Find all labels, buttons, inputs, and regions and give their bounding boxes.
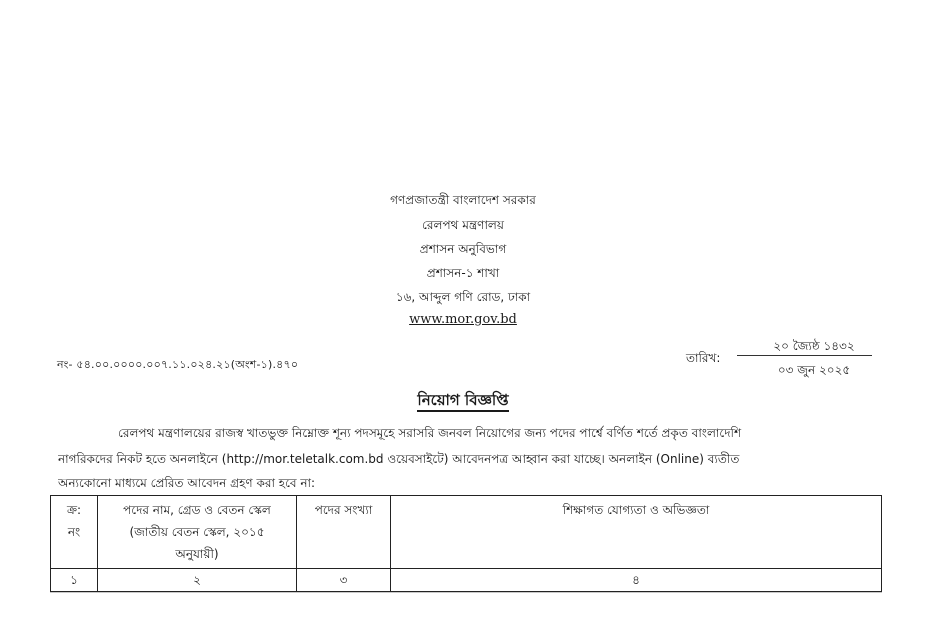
date-gregorian: ০৩ জুন ২০২৫ — [777, 363, 851, 377]
government-name: গণপ্রজাতন্ত্রী বাংলাদেশ সরকার — [390, 193, 536, 207]
col-number-2: ২ — [98, 569, 297, 592]
notice-body-line-2: নাগরিকদের নিকট হতে অনলাইনে (http://mor.teletalk.com.bd ওয়েবসাইটে) আবেদনপত্র আহ্বান করা যাচ্ছে। অনলাইন (Online) ব্যতীত — [58, 452, 740, 466]
office-address: ১৬, আব্দুল গণি রোড, ঢাকা — [395, 290, 531, 304]
header-post-line-3: অনুযায়ী) — [175, 547, 219, 561]
website-link[interactable]: www.mor.gov.bd — [409, 312, 517, 327]
date-bengali: ২০ জ্যৈষ্ঠ ১৪৩২ — [773, 339, 855, 353]
date-label: তারিখ: — [686, 351, 721, 365]
header-serial-line-1: ক্র: — [66, 503, 82, 517]
date-divider — [737, 355, 872, 356]
header-post-line-1: পদের নাম, গ্রেড ও বেতন স্কেল — [123, 503, 271, 517]
branch-name: প্রশাসন-১ শাখা — [426, 266, 500, 280]
header-serial-line-2: নং — [67, 525, 81, 539]
header-count: পদের সংখ্যা — [297, 496, 391, 569]
header-qualification: শিক্ষাগত যোগ্যতা ও অভিজ্ঞতা — [391, 496, 882, 569]
table-header-row — [51, 496, 882, 569]
table-row — [51, 569, 882, 592]
vacancy-table — [50, 495, 882, 592]
header-post-line-2: (জাতীয় বেতন স্কেল, ২০১৫ — [129, 525, 265, 539]
ministry-name: রেলপথ মন্ত্রণালয় — [422, 218, 504, 232]
memo-number: নং- ৫৪.০০.০০০০.০০৭.১১.০২৪.২১(অংশ-১).৪৭০ — [57, 358, 299, 371]
notice-title — [0, 389, 926, 414]
col-number-4: ৪ — [391, 569, 882, 592]
col-number-3: ৩ — [297, 569, 391, 592]
page-cut-line — [50, 592, 882, 593]
division-name: প্রশাসন অনুবিভাগ — [419, 242, 507, 256]
header-serial — [51, 496, 98, 569]
col-number-1: ১ — [51, 569, 98, 592]
notice-body-line-1: রেলপথ মন্ত্রণালয়ের রাজস্ব খাতভুক্ত নিম্নোক্ত শূন্য পদসমূহে সরাসরি জনবল নিয়োগের জন্য পদের পার্শ্বে বর্ণিত শর্তে প্রকৃত বাংলাদেশি — [118, 426, 742, 440]
notice-body-line-3: অন্যকোনো মাধ্যমে প্রেরিত আবেদন গ্রহণ করা হবে না: — [58, 476, 316, 490]
header-post — [98, 496, 297, 569]
notice-title-text: নিয়োগ বিজ্ঞপ্তি — [417, 391, 508, 412]
